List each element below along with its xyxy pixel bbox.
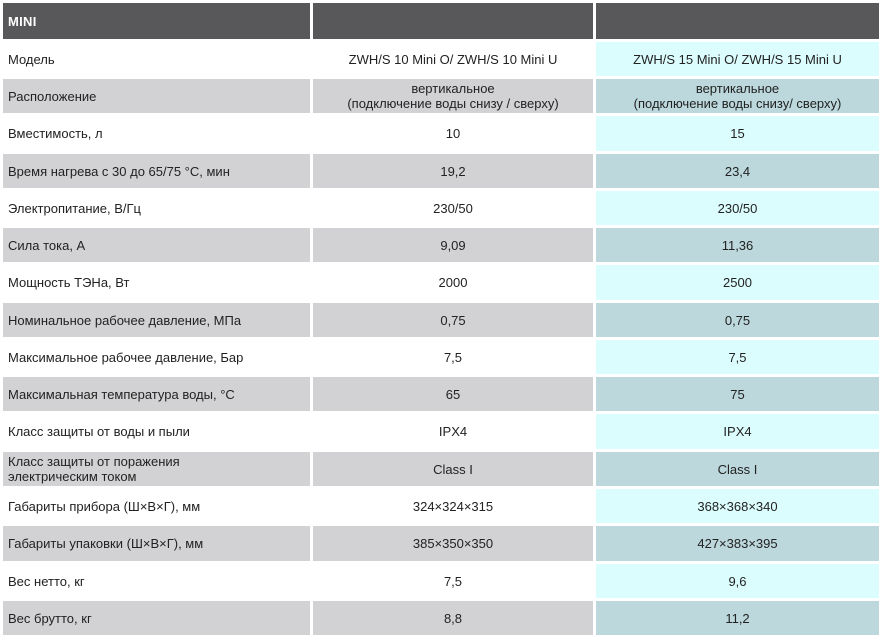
value-10: 10 xyxy=(313,116,593,151)
row-label: Расположение xyxy=(3,79,310,113)
row-label: Сила тока, А xyxy=(3,228,310,262)
value-15: 2500 xyxy=(596,265,879,300)
value-10: 0,75 xyxy=(313,303,593,337)
value-10: 385×350×350 xyxy=(313,526,593,561)
table-row xyxy=(3,79,879,113)
value-10: ZWH/S 10 Mini O/ ZWH/S 10 Mini U xyxy=(313,42,593,76)
value-15: 368×368×340 xyxy=(596,489,879,523)
table-row xyxy=(3,228,879,262)
header-col-10 xyxy=(313,3,593,39)
value-15: 75 xyxy=(596,377,879,411)
value-15: 11,2 xyxy=(596,601,879,635)
value-15: вертикальное (подключение воды снизу/ сверху) xyxy=(596,79,879,113)
table-row xyxy=(3,414,879,449)
value-15: Class I xyxy=(596,452,879,486)
row-label: Электропитание, В/Гц xyxy=(3,191,310,225)
row-label: Максимальное рабочее давление, Бар xyxy=(3,340,310,374)
value-10: 230/50 xyxy=(313,191,593,225)
table-row xyxy=(3,191,879,225)
table-row xyxy=(3,154,879,188)
value-15: ZWH/S 15 Mini O/ ZWH/S 15 Mini U xyxy=(596,42,879,76)
row-label: Максимальная температура воды, °С xyxy=(3,377,310,411)
value-15: 11,36 xyxy=(596,228,879,262)
table-header xyxy=(3,3,879,39)
row-label: Габариты прибора (Ш×В×Г), мм xyxy=(3,489,310,523)
value-10: 7,5 xyxy=(313,564,593,598)
value-10: 324×324×315 xyxy=(313,489,593,523)
value-10: вертикальное (подключение воды снизу / сверху) xyxy=(313,79,593,113)
value-15: 15 xyxy=(596,116,879,151)
value-10: 7,5 xyxy=(313,340,593,374)
row-label: Габариты упаковки (Ш×В×Г), мм xyxy=(3,526,310,561)
value-10: 65 xyxy=(313,377,593,411)
value-10: 19,2 xyxy=(313,154,593,188)
row-label: Время нагрева с 30 до 65/75 °С, мин xyxy=(3,154,310,188)
table-row xyxy=(3,489,879,523)
row-label: Модель xyxy=(3,42,310,76)
table-row xyxy=(3,303,879,337)
row-label: Класс защиты от поражения электрическим током xyxy=(3,452,310,486)
table-row xyxy=(3,526,879,561)
value-10: 2000 xyxy=(313,265,593,300)
row-label: Вместимость, л xyxy=(3,116,310,151)
value-15: 9,6 xyxy=(596,564,879,598)
value-10: 8,8 xyxy=(313,601,593,635)
table-row xyxy=(3,116,879,151)
table-row xyxy=(3,601,879,635)
value-10: 9,09 xyxy=(313,228,593,262)
table-row xyxy=(3,377,879,411)
table-row xyxy=(3,452,879,486)
table-row xyxy=(3,564,879,598)
row-label: Класс защиты от воды и пыли xyxy=(3,414,310,449)
value-15: 427×383×395 xyxy=(596,526,879,561)
value-10: IPX4 xyxy=(313,414,593,449)
table-row xyxy=(3,340,879,374)
header-label: MINI xyxy=(3,3,310,39)
header-col-15 xyxy=(596,3,879,39)
row-label: Мощность ТЭНа, Вт xyxy=(3,265,310,300)
row-label: Номинальное рабочее давление, МПа xyxy=(3,303,310,337)
value-15: 7,5 xyxy=(596,340,879,374)
table-row xyxy=(3,42,879,76)
row-label: Вес брутто, кг xyxy=(3,601,310,635)
value-15: 230/50 xyxy=(596,191,879,225)
row-label: Вес нетто, кг xyxy=(3,564,310,598)
spec-table xyxy=(3,3,879,638)
value-15: 23,4 xyxy=(596,154,879,188)
value-15: 0,75 xyxy=(596,303,879,337)
value-15: IPX4 xyxy=(596,414,879,449)
table-row xyxy=(3,265,879,300)
value-10: Class I xyxy=(313,452,593,486)
